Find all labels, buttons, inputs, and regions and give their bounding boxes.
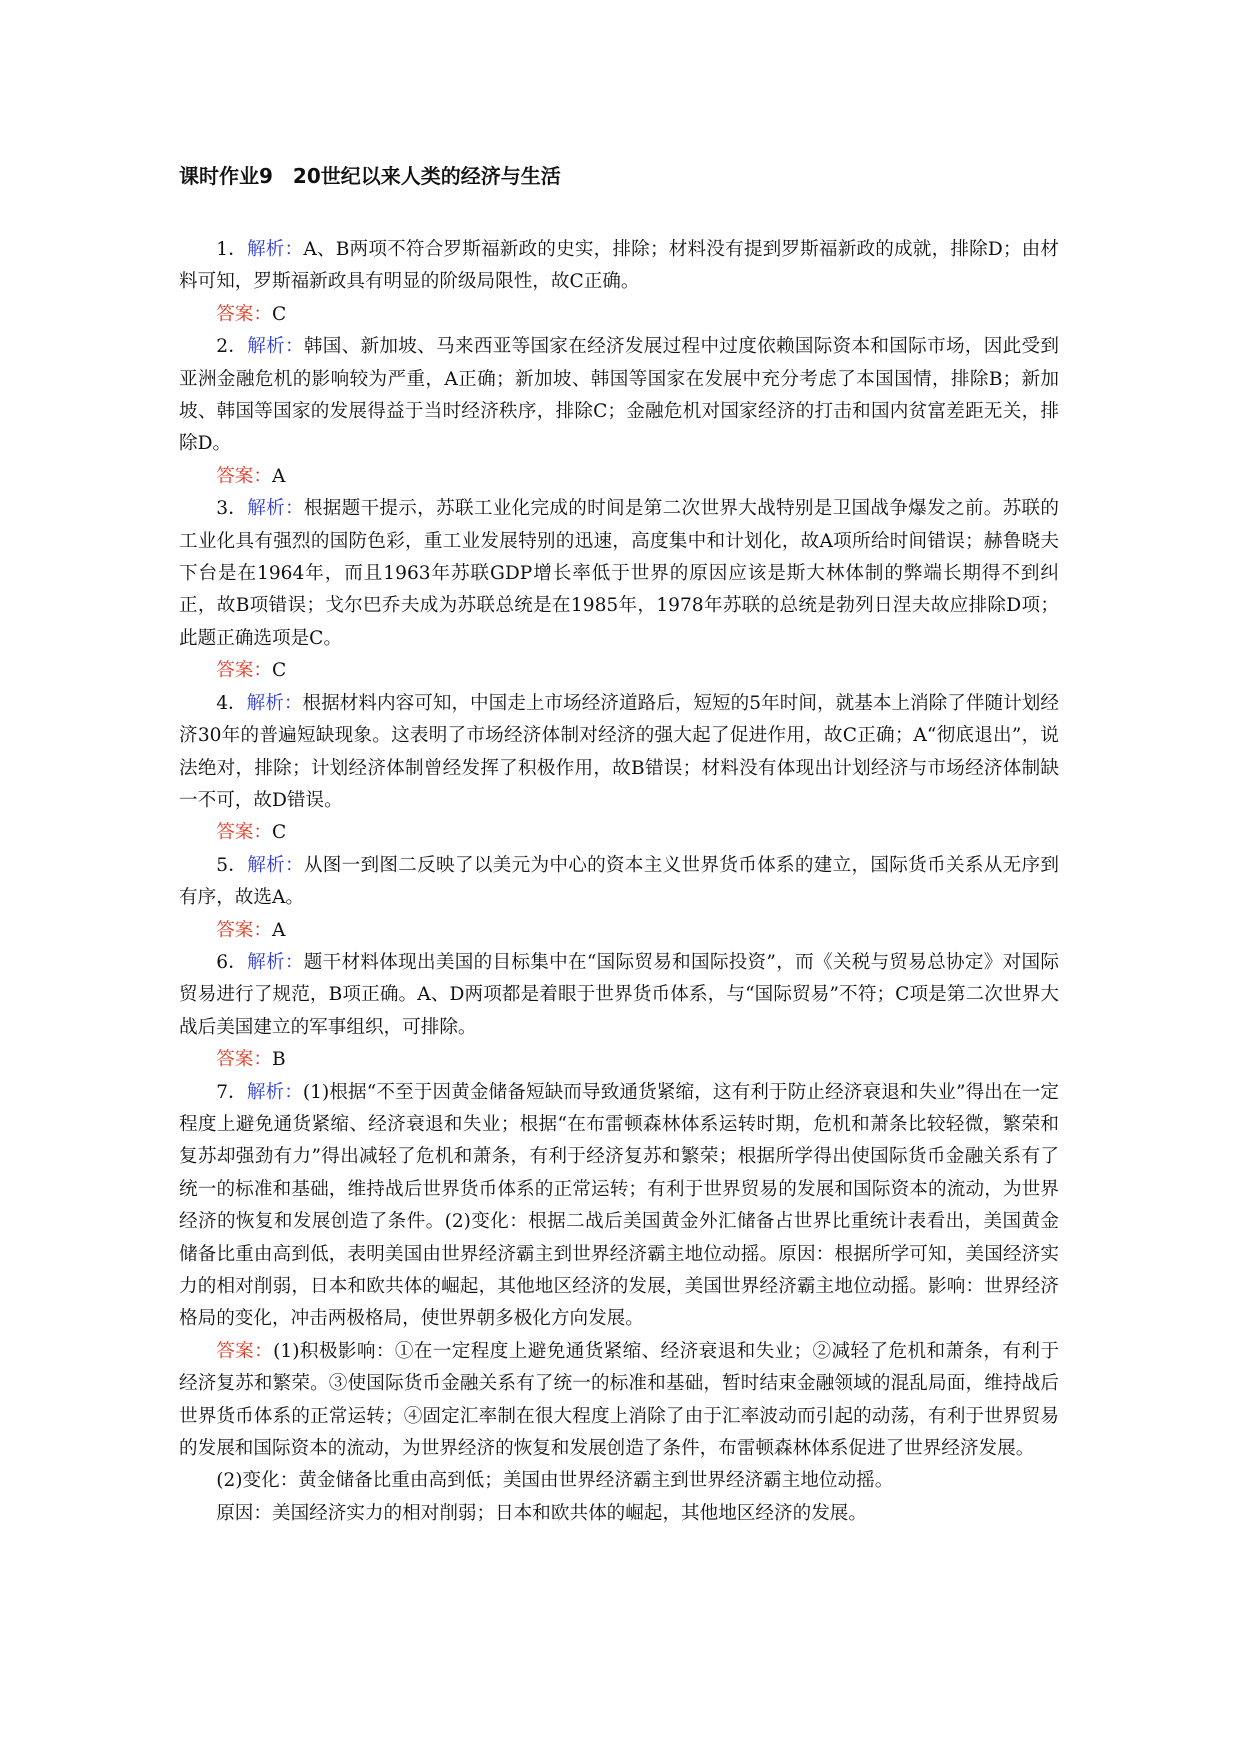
analysis-paragraph-4	[179, 688, 1059, 818]
answer-text: A	[271, 919, 286, 941]
answer-label: 答案：	[216, 822, 272, 844]
answer-label: 答案：	[216, 1049, 272, 1071]
analysis-label: 解析：	[246, 1081, 303, 1103]
analysis-label: 解析：	[246, 239, 304, 260]
answer-paragraph-7	[179, 1336, 1059, 1466]
analysis-label: 解析：	[247, 336, 304, 358]
answer-paragraph-1	[179, 299, 1059, 331]
answer-text: (1)积极影响：①在一定程度上避免通货紧缩、经济衰退和失业；②减轻了危机和萧条，有利于经济复苏和繁荣。③使国际货币金融关系有了统一的标准和基础，暂时结束金融领域的混乱局面，维持战后世界货币体系的正常运转；④固定汇率制在很大程度上消除了由于汇率波动而引起的动荡，有利于世界贸易的发展和国际资本的流动，为世界经济的恢复和发展创造了条件，布雷顿森林体系促进了世界经济发展。	[179, 1340, 1059, 1460]
analysis-text: 韩国、新加坡、马来西亚等国家在经济发展过程中过度依赖国际资本和国际市场，因此受到亚洲金融危机的影响较为严重，A正确；新加坡、韩国等国家在发展中充分考虑了本国国情，排除B；新加坡、韩国等国家的发展得益于当时经济秩序，排除C；金融危机对国家经济的打击和国内贫富差距无关，排除D。	[179, 336, 1059, 455]
answer-label: 答案：	[216, 465, 272, 487]
answer-text: C	[271, 303, 287, 325]
answer-paragraph-2	[179, 461, 1059, 493]
answer-text: B	[271, 1049, 286, 1071]
document-title: 课时作业9 20世纪以来人类的经济与生活	[179, 164, 561, 188]
answer-text: A	[271, 465, 286, 487]
analysis-paragraph-5	[179, 850, 1059, 915]
answer-text: 原因：美国经济实力的相对削弱；日本和欧共体的崛起，其他地区经济的发展。	[216, 1502, 867, 1524]
analysis-label: 解析：	[247, 498, 304, 520]
analysis-paragraph-7	[179, 1077, 1059, 1336]
analysis-text: 根据材料内容可知，中国走上市场经济道路后，短短的5年时间，就基本上消除了伴随计划经济30年的普遍短缺现象。这表明了市场经济体制对经济的强大起了促进作用，故C正确；A“彻底退出”，说法绝对，排除；计划经济体制曾经发挥了积极作用，故B错误；材料没有体现出计划经济与市场经济体制缺一不可，故D错误。	[179, 692, 1059, 811]
analysis-text: 根据题干提示，苏联工业化完成的时间是第二次世界大战特别是卫国战争爆发之前。苏联的工业化具有强烈的国防色彩，重工业发展特别的迅速，高度集中和计划化，故A项所给时间错误；赫鲁晓夫下台是在1964年，而且1963年苏联GDP增长率低于世界的原因应该是斯大林体制的弊端长期得不到纠正，故B项错误；戈尔巴乔夫成为苏联总统是在1985年，1978年苏联的总统是勃列日涅夫故应排除D项；此题正确选项是C。	[179, 498, 1059, 649]
question-number: 4．	[216, 692, 247, 714]
answer-paragraph-3	[179, 655, 1059, 687]
question-number: 6．	[216, 951, 248, 973]
answer-paragraph-5	[179, 915, 1059, 947]
analysis-paragraph-1	[179, 234, 1059, 299]
analysis-text: 从图一到图二反映了以美元为中心的资本主义世界货币体系的建立，国际货币关系从无序到有序，故选A。	[179, 854, 1059, 909]
analysis-paragraph-6	[179, 947, 1059, 1044]
analysis-text: 题干材料体现出美国的目标集中在“国际贸易和国际投资”，而《关税与贸易总协定》对国际贸易进行了规范，B项正确。A、D两项都是着眼于世界货币体系，与“国际贸易”不符；C项是第二次世界大战后美国建立的军事组织，可排除。	[179, 951, 1059, 1038]
answer-label: 答案：	[216, 660, 272, 682]
answer-paragraph-7-part-3	[179, 1498, 1059, 1530]
analysis-text: A、B两项不符合罗斯福新政的史实，排除；材料没有提到罗斯福新政的成就，排除D；由材料可知，罗斯福新政具有明显的阶级局限性，故C正确。	[179, 239, 1059, 293]
answer-label: 答案：	[216, 1340, 274, 1362]
question-number: 3．	[216, 498, 248, 520]
answer-label: 答案：	[216, 919, 272, 941]
answer-text: (2)变化：黄金储备比重由高到低；美国由世界经济霸主到世界经济霸主地位动摇。	[216, 1470, 894, 1492]
analysis-label: 解析：	[247, 854, 304, 876]
analysis-paragraph-2	[179, 331, 1059, 461]
analysis-label: 解析：	[246, 692, 303, 714]
analysis-text: (1)根据“不至于因黄金储备短缺而导致通货紧缩，这有利于防止经济衰退和失业”得出在一定程度上避免通货紧缩、经济衰退和失业；根据“在布雷顿森林体系运转时期，危机和萧条比较轻微，繁荣和复苏却强劲有力”得出减轻了危机和萧条，有利于经济复苏和繁荣；根据所学得出使国际货币金融关系有了统一的标准和基础，维持战后世界货币体系的正常运转；有利于世界贸易的发展和国际资本的流动，为世界经济的恢复和发展创造了条件。(2)变化：根据二战后美国黄金外汇储备占世界比重统计表看出，美国黄金储备比重由高到低，表明美国由世界经济霸主到世界经济霸主地位动摇。原因：根据所学可知，美国经济实力的相对削弱，日本和欧共体的崛起，其他地区经济的发展，美国世界经济霸主地位动摇。影响：世界经济格局的变化，冲击两极格局，使世界朝多极化方向发展。	[179, 1081, 1059, 1330]
question-number: 5．	[216, 854, 248, 876]
answer-text: C	[271, 660, 287, 682]
question-number: 1．	[216, 239, 247, 260]
question-number: 2．	[216, 336, 248, 358]
question-number: 7．	[216, 1081, 247, 1103]
analysis-paragraph-3	[179, 493, 1059, 655]
answer-text: C	[271, 822, 287, 844]
answer-paragraph-6	[179, 1044, 1059, 1076]
document-body	[179, 234, 1059, 1530]
answer-paragraph-7-part-2	[179, 1465, 1059, 1497]
answer-paragraph-4	[179, 817, 1059, 849]
analysis-label: 解析：	[247, 951, 304, 973]
answer-label: 答案：	[216, 303, 272, 325]
